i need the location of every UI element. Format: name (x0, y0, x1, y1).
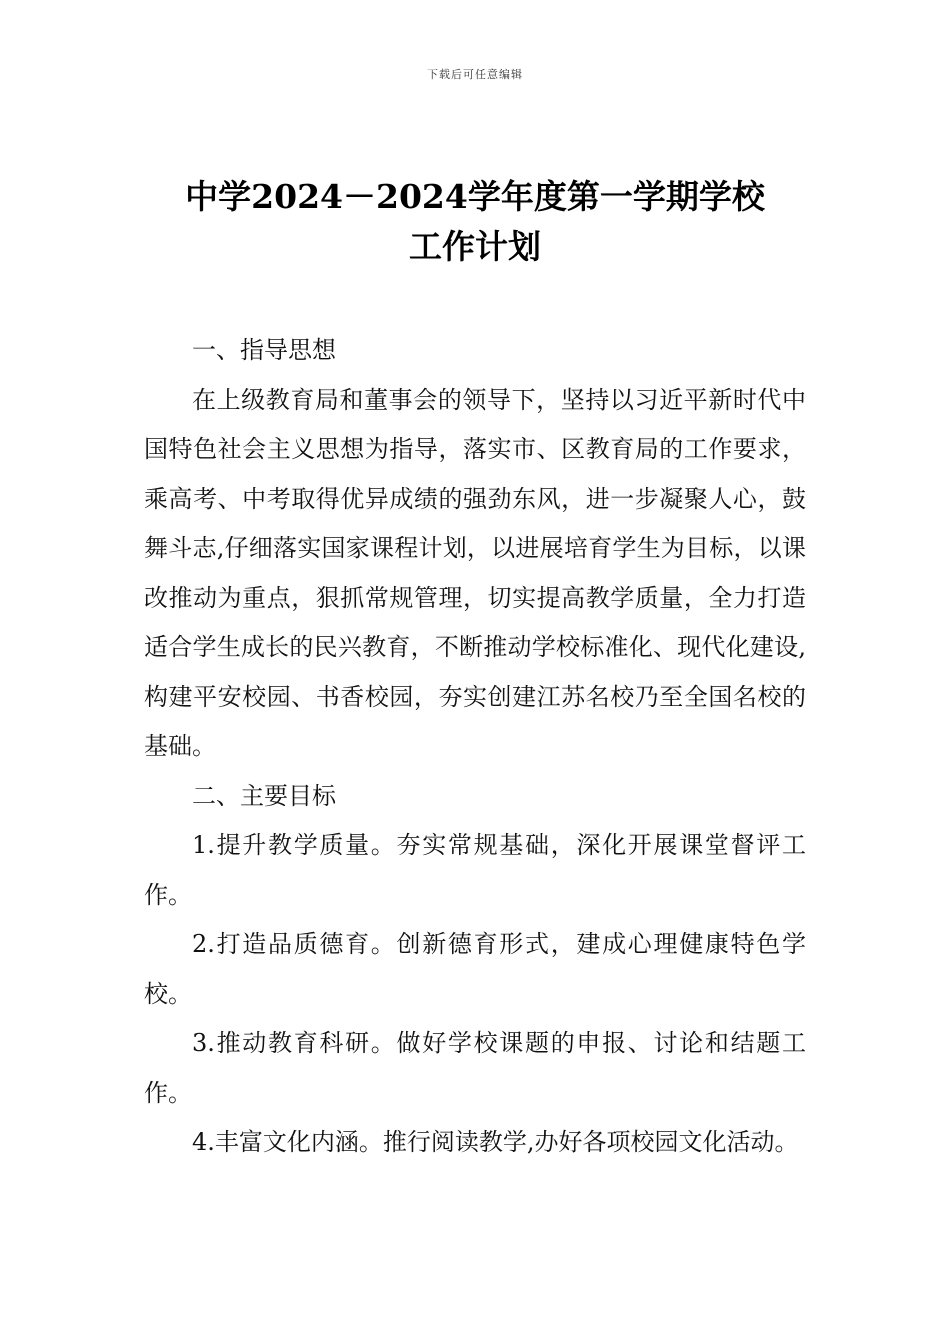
document-title (0, 172, 950, 272)
title-line-2: 工作计划 (409, 227, 541, 266)
title-line-1: 中学2024－2024学年度第一学期学校 (185, 177, 765, 216)
section-heading-guiding: 一、指导思想 (192, 336, 336, 364)
header-note: 下载后可任意编辑 (427, 68, 523, 81)
document-body (144, 326, 806, 1168)
section-heading-goals: 二、主要目标 (192, 781, 336, 810)
goal-item: 1.提升教学质量。夯实常规基础，深化开展课堂督评工作。 (144, 831, 806, 909)
guiding-paragraph: 在上级教育局和董事会的领导下，坚持以习近平新时代中国特色社会主义思想为指导，落实市、区教育局的工作要求，乘高考、中考取得优异成绩的强劲东风，进一步凝聚人心，鼓舞斗志,仔细落实国家课程计划，以进展培育学生为目标，以课改推动为重点，狠抓常规管理，切实提高教学质量，全力打造适合学生成长的民兴教育，不断推动学校标准化、现代化建设,构建平安校园、书香校园，夯实创建江苏名校乃至全国名校的基础。 (144, 385, 806, 760)
goal-item: 3.推动教育科研。做好学校课题的申报、讨论和结题工作。 (144, 1029, 806, 1107)
goal-item: 2.打造品质德育。创新德育形式，建成心理健康特色学校。 (144, 930, 806, 1008)
goal-item: 4.丰富文化内涵。推行阅读教学,办好各项校园文化活动。 (192, 1128, 799, 1156)
